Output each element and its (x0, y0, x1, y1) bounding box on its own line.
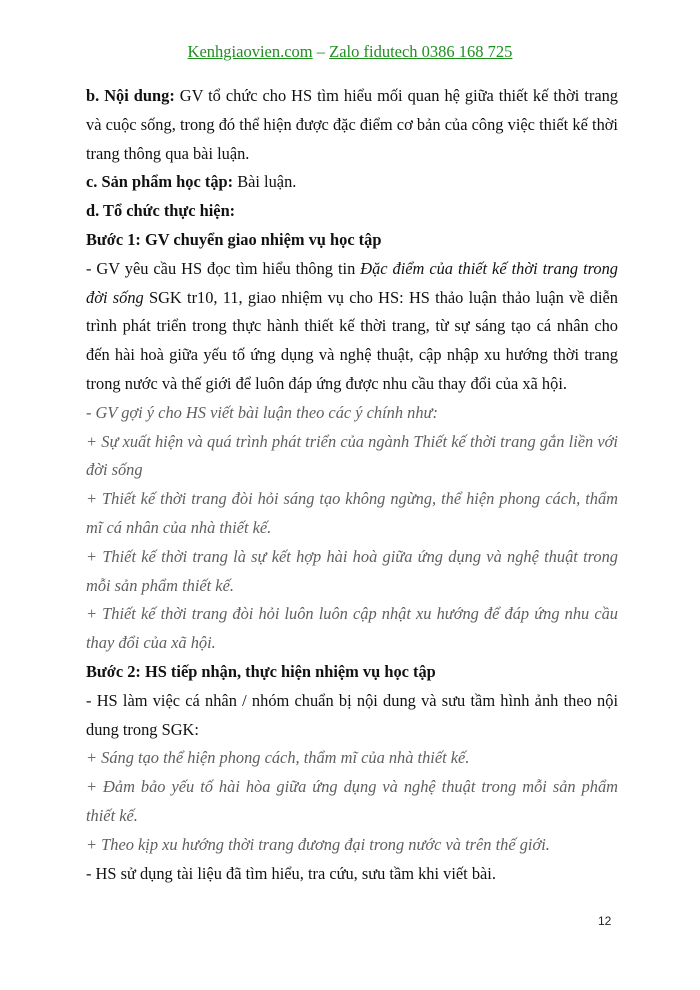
step1-point: + Thiết kế thời trang là sự kết hợp hài hoà giữa ứng dụng và nghệ thuật trong mỗi sản phẩm thiết kế. (86, 546, 618, 595)
header-contact-link[interactable]: Zalo fidutech 0386 168 725 (329, 42, 513, 61)
section-c-label: c. Sản phẩm học tập: (86, 172, 234, 192)
step2-point: + Sáng tạo thể hiện phong cách, thẩm mĩ của nhà thiết kế. (86, 748, 470, 768)
step2-paragraph-2: - HS sử dụng tài liệu đã tìm hiểu, tra cứu, sưu tầm khi viết bài. (86, 863, 496, 883)
section-b-content (86, 82, 618, 168)
step1-heading: Bước 1: GV chuyển giao nhiệm vụ học tập (86, 229, 382, 249)
step2-heading: Bước 2: HS tiếp nhận, thực hiện nhiệm vụ học tập (86, 661, 436, 681)
step2-paragraph: - HS làm việc cá nhân / nhóm chuẩn bị nội dung và sưu tầm hình ảnh theo nội dung trong SGK: (86, 690, 618, 739)
step2-point: + Theo kịp xu hướng thời trang đương đại trong nước và trên thế giới. (86, 834, 550, 854)
section-b-label: b. Nội dung: (86, 86, 175, 105)
step1-point: + Sự xuất hiện và quá trình phát triển của ngành Thiết kế thời trang gắn liền với đời sống (86, 431, 618, 480)
step1-textbook-section: Đặc điểm của thiết kế thời trang trong đời sống (86, 258, 618, 307)
step1-point: + Thiết kế thời trang đòi hỏi luôn luôn cập nhật xu hướng để đáp ứng nhu cầu thay đổi của xã hội. (86, 604, 618, 653)
section-b-text: GV tổ chức cho HS tìm hiểu mối quan hệ giữa thiết kế thời trang và cuộc sống, trong đó thể hiện được đặc điểm cơ bản của công việc thiết kế thời trang thông qua bài luận. (86, 86, 619, 163)
step1-hint: - GV gợi ý cho HS viết bài luận theo các ý chính như: (86, 402, 438, 422)
page-number: 12 (598, 914, 612, 928)
step1-point: + Thiết kế thời trang đòi hỏi sáng tạo không ngừng, thể hiện phong cách, thẩm mĩ cá nhân của nhà thiết kế. (86, 489, 618, 537)
section-c-text: Bài luận. (233, 172, 297, 192)
page-header (0, 42, 700, 62)
header-separator: – (312, 42, 330, 61)
section-d-heading: d. Tổ chức thực hiện: (86, 201, 236, 221)
section-c-product (86, 168, 618, 197)
step1-paragraph: - GV yêu cầu HS đọc tìm hiểu thông tin Đặc điểm của thiết kế thời trang trong đời sống SGK tr10, 11, giao nhiệm vụ cho HS: HS thảo luận thảo luận về diễn trình phát triển trong thực hành thiết kế thời trang, từ sự sáng tạo cá nhân cho đến hài hoà giữa yếu tố ứng dụng và nghệ thuật, cập nhập xu hướng thời trang trong nước và thế giới để luôn đáp ứng được nhu cầu thay đổi của xã hội. (86, 258, 618, 393)
document-body (86, 82, 618, 888)
header-site-link[interactable]: Kenhgiaovien.com (187, 42, 313, 61)
step2-point: + Đảm bảo yếu tố hài hòa giữa ứng dụng và nghệ thuật trong mỗi sản phẩm thiết kế. (86, 777, 618, 825)
